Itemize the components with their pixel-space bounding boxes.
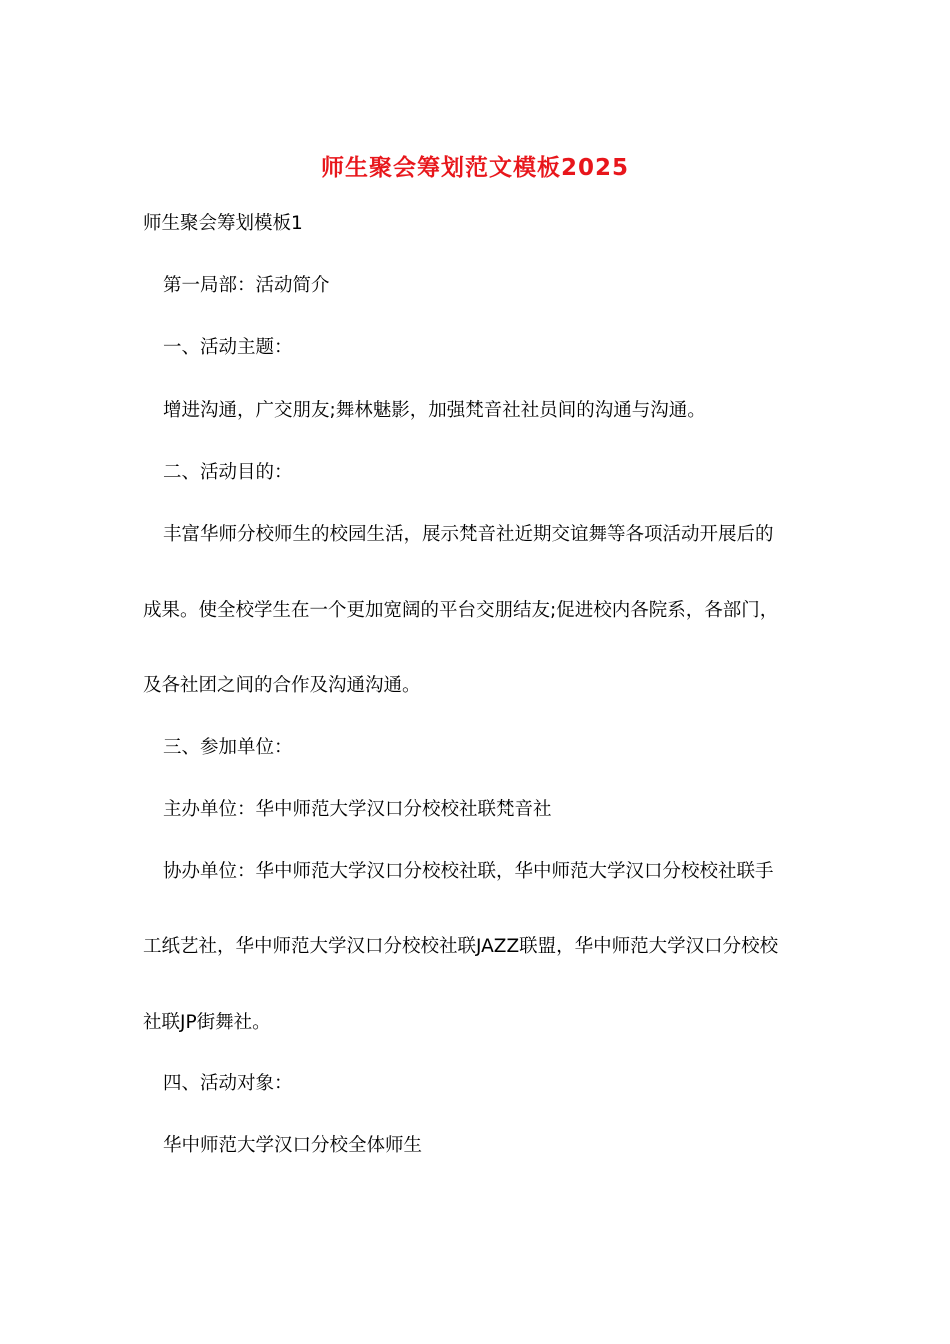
paragraph-purpose-line-3: 及各社团之间的合作及沟通沟通。 [143, 675, 421, 696]
paragraph-co-host-line-2: 工纸艺社，华中师范大学汉口分校校社联JAZZ联盟，华中师范大学汉口分校校 [143, 936, 779, 957]
paragraph-host-unit: 主办单位：华中师范大学汉口分校校社联梵音社 [163, 799, 552, 820]
heading-activity-purpose: 二、活动目的： [163, 462, 293, 483]
paragraph-purpose-line-2: 成果。使全校学生在一个更加宽阔的平台交朋结友;促进校内各院系，各部门， [143, 600, 779, 621]
paragraph-purpose-line-1: 丰富华师分校师生的校园生活，展示梵音社近期交谊舞等各项活动开展后的 [163, 524, 774, 545]
paragraph-activity-theme: 增进沟通，广交朋友;舞林魅影，加强梵音社社员间的沟通与沟通。 [163, 400, 706, 421]
heading-activity-audience: 四、活动对象： [163, 1073, 293, 1094]
paragraph-activity-audience: 华中师范大学汉口分校全体师生 [163, 1135, 423, 1156]
heading-participants: 三、参加单位： [163, 737, 293, 758]
paragraph-co-host-line-3: 社联JP街舞社。 [143, 1012, 271, 1033]
part-heading-intro: 第一局部：活动简介 [163, 275, 330, 296]
heading-activity-theme: 一、活动主题： [163, 337, 293, 358]
document-title: 师生聚会筹划范文模板2025 [320, 155, 629, 181]
paragraph-co-host-line-1: 协办单位：华中师范大学汉口分校校社联，华中师范大学汉口分校校社联手 [163, 861, 774, 882]
section-heading-template-1: 师生聚会筹划模板1 [143, 213, 303, 234]
